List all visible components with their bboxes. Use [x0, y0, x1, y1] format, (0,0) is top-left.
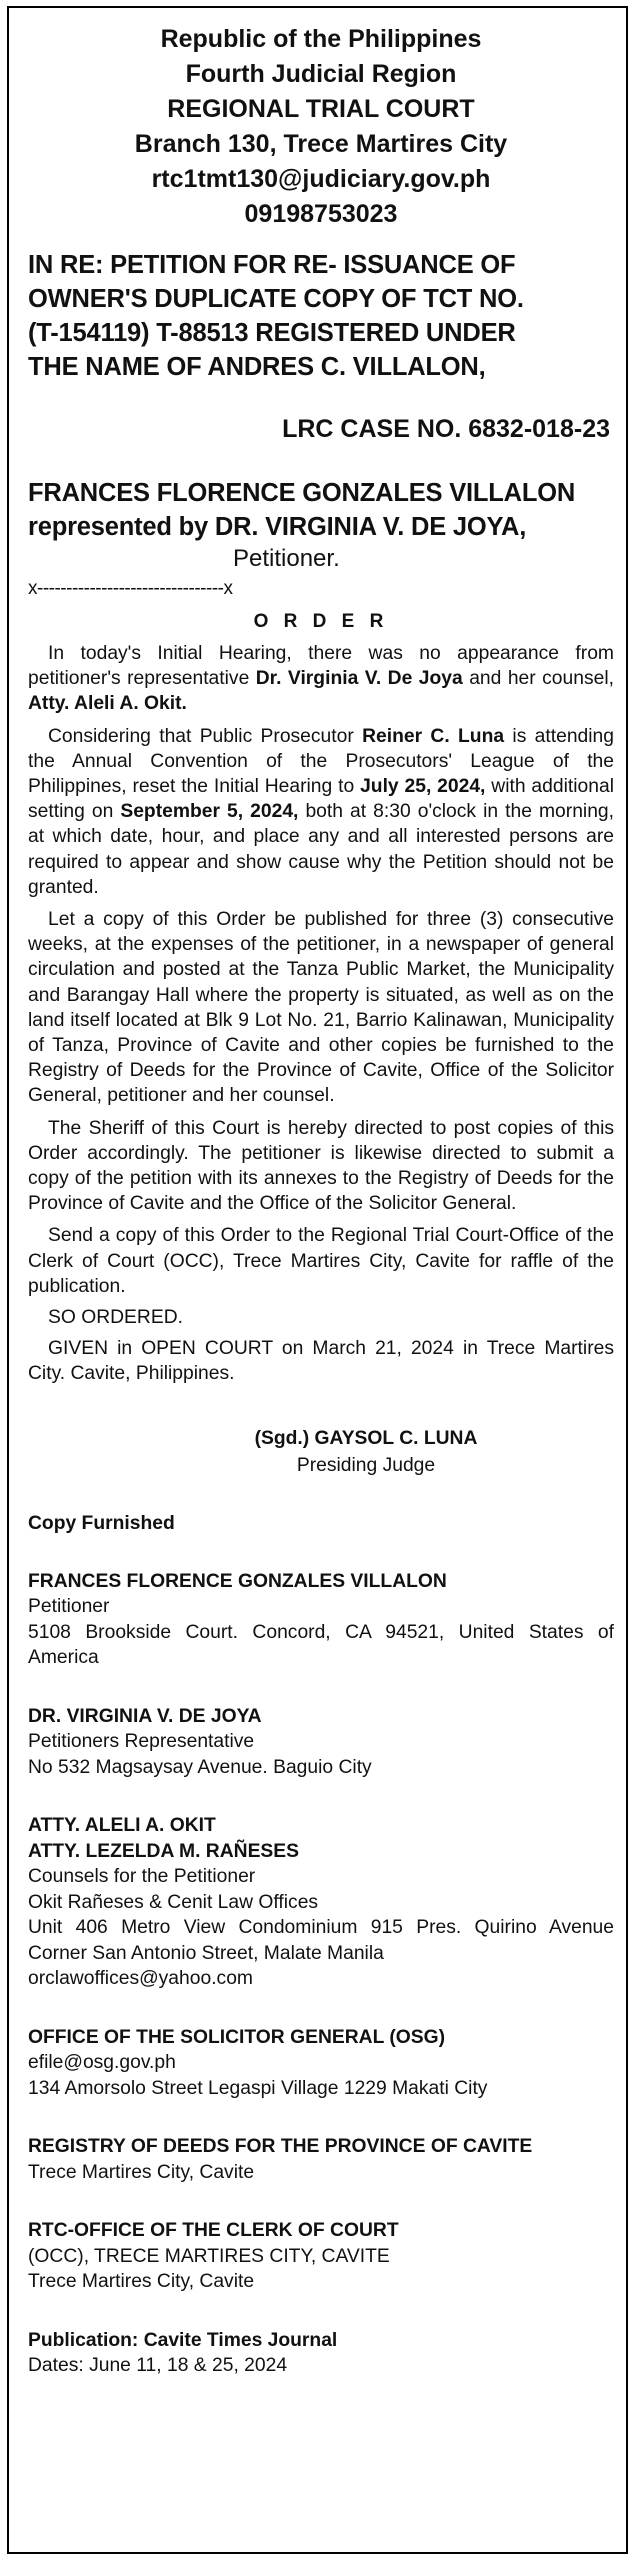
court-name: REGIONAL TRIAL COURT	[167, 95, 475, 123]
paragraph-text: In today's Initial Hearing, there was no appearance from petitioner's representative	[28, 643, 614, 690]
publication-info	[28, 2328, 614, 2379]
recipient-petitioner	[28, 1569, 614, 1671]
court-phone: 09198753023	[244, 200, 398, 228]
caption-line: (T-154119) T-88513 REGISTERED UNDER	[28, 319, 516, 347]
recipient-osg	[28, 2025, 614, 2102]
parties	[28, 476, 614, 544]
recipient-registry	[28, 2134, 614, 2185]
recipient-office: (OCC), TRECE MARTIRES CITY, CAVITE	[28, 2245, 390, 2267]
representative-line: represented by DR. VIRGINIA V. DE JOYA,	[28, 513, 527, 541]
region-line: Fourth Judicial Region	[185, 60, 457, 88]
recipient-counsels	[28, 1813, 614, 1992]
recipient-email: efile@osg.gov.ph	[28, 2052, 176, 2074]
given-in-court: GIVEN in OPEN COURT on March 21, 2024 in Trece Martires City. Cavite, Philippines.	[28, 1338, 614, 1385]
so-ordered: SO ORDERED.	[48, 1307, 183, 1329]
recipient-address: No 532 Magsaysay Avenue. Baguio City	[28, 1756, 372, 1778]
paragraph-text: is attending the Annual Convention of the Prosecutors' League of the Philippines, reset the Initial Hearing to	[28, 725, 614, 798]
signature-block	[28, 1425, 614, 1479]
recipient-role: Counsels for the Petitioner	[28, 1866, 256, 1888]
republic-line: Republic of the Philippines	[160, 25, 482, 53]
law-office: Okit Rañeses & Cenit Law Offices	[28, 1891, 319, 1913]
order-paragraph-1	[28, 641, 614, 717]
recipient-name: FRANCES FLORENCE GONZALES VILLALON	[28, 1570, 447, 1592]
paragraph-text: with additional setting on	[28, 776, 614, 823]
publication-title: Publication: Cavite Times Journal	[28, 2329, 338, 2351]
order-paragraph-2	[28, 724, 614, 900]
caption-line: IN RE: PETITION FOR RE- ISSUANCE OF	[28, 251, 516, 279]
additional-hearing-date: September 5, 2024,	[120, 801, 299, 823]
judge-title: Presiding Judge	[296, 1454, 436, 1476]
petitioner-role: Petitioner.	[233, 545, 340, 572]
judge-name: (Sgd.) GAYSOL C. LUNA	[254, 1427, 478, 1449]
case-number: LRC CASE NO. 6832-018-23	[282, 415, 610, 443]
recipient-name: ATTY. LEZELDA M. RAÑESES	[28, 1840, 300, 1862]
order-paragraph-4: The Sheriff of this Court is hereby directed to post copies of this Order accordingly. The petitioner is likewise directed to submit a copy of the petition with its annexes to the Registry of Deeds for the Province of Cavite and the Office of the Solicitor General.	[28, 1117, 614, 1215]
recipient-name: DR. VIRGINIA V. DE JOYA	[28, 1705, 262, 1727]
recipient-name: ATTY. ALELI A. OKIT	[28, 1815, 216, 1837]
recipient-address: Trece Martires City, Cavite	[28, 2271, 255, 2293]
caption-line: OWNER'S DUPLICATE COPY OF TCT NO.	[28, 285, 524, 313]
branch-line: Branch 130, Trece Martires City	[134, 130, 508, 158]
recipient-clerk	[28, 2218, 614, 2295]
prosecutor-name: Reiner C. Luna	[362, 725, 505, 747]
order-paragraph-3: Let a copy of this Order be published for three (3) consecutive weeks, at the expenses of the petitioner, in a newspaper of general circulation and posted at the Tanza Public Market, the Municipality and Barangay Hall where the property is situated, as well as on the land itself located at Blk 9 Lot No. 21, Barrio Kalinawan, Municipality of Tanza, Province of Cavite and other copies be furnished to the Registry of Deeds for the Province of Cavite, Office of the Solicitor General, petitioner and her counsel.	[28, 909, 614, 1107]
copy-furnished-title: Copy Furnished	[28, 1512, 175, 1534]
caption-line: THE NAME OF ANDRES C. VILLALON,	[28, 353, 486, 381]
paragraph-text: Considering that Public Prosecutor	[48, 725, 363, 747]
petitioner-name: FRANCES FLORENCE GONZALES VILLALON	[28, 479, 576, 507]
recipient-representative	[28, 1704, 614, 1781]
recipient-address: Unit 406 Metro View Condominium 915 Pres. Quirino Avenue Corner San Antonio Street, Malate Manila	[28, 1917, 614, 1964]
recipient-name: RTC-OFFICE OF THE CLERK OF COURT	[28, 2220, 399, 2242]
court-email: rtc1tmt130@judiciary.gov.ph	[151, 165, 491, 193]
legal-notice	[7, 6, 628, 2554]
hearing-date: July 25, 2024,	[360, 776, 486, 798]
order-paragraph-5: Send a copy of this Order to the Regional Trial Court-Office of the Clerk of Court (OCC), Trece Martires City, Cavite for raffle of the publication.	[28, 1225, 614, 1297]
recipient-address: 134 Amorsolo Street Legaspi Village 1229 Makati City	[28, 2077, 488, 2099]
order-title: O R D E R	[253, 611, 389, 632]
recipient-role: Petitioners Representative	[28, 1731, 255, 1753]
recipient-email: orclawoffices@yahoo.com	[28, 1968, 253, 1990]
case-caption	[28, 248, 614, 384]
recipient-name: OFFICE OF THE SOLICITOR GENERAL (OSG)	[28, 2026, 446, 2048]
paragraph-text: and her counsel,	[462, 668, 614, 690]
representative-name: Dr. Virginia V. De Joya	[255, 668, 463, 690]
publication-dates: Dates: June 11, 18 & 25, 2024	[28, 2355, 288, 2377]
recipient-address: Trece Martires City, Cavite	[28, 2161, 255, 2183]
counsel-name: Atty. Aleli A. Okit.	[28, 693, 187, 715]
recipient-address: 5108 Brookside Court. Concord, CA 94521, United States of America	[28, 1621, 614, 1669]
court-header	[28, 22, 614, 232]
recipient-name: REGISTRY OF DEEDS FOR THE PROVINCE OF CAVITE	[28, 2136, 533, 2158]
separator: x--------------------------------x	[28, 578, 233, 599]
recipient-role: Petitioner	[28, 1596, 110, 1618]
paragraph-text: both at 8:30 o'clock in the morning, at which date, hour, and place any and all interested persons are required to appear and show cause why the Petition should not be granted.	[28, 801, 615, 898]
